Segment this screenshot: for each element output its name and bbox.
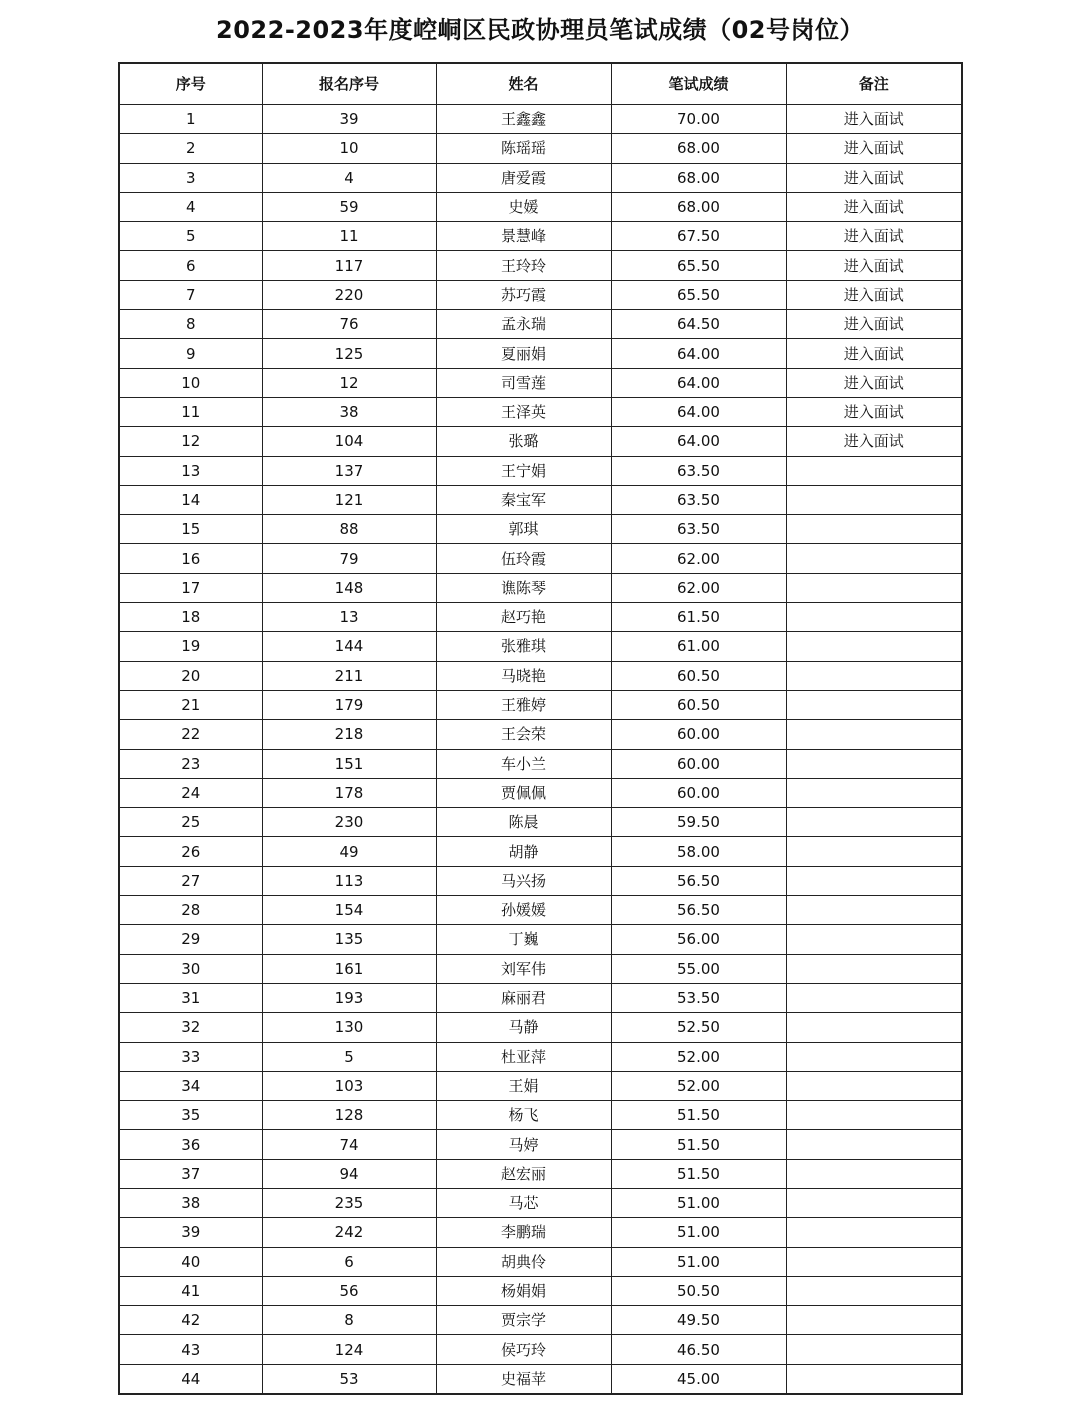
cell-name: 马婷 <box>436 1130 611 1159</box>
table-row <box>119 222 962 251</box>
cell-remarks <box>786 808 962 837</box>
table-row <box>119 720 962 749</box>
table-row <box>119 778 962 807</box>
cell-remarks <box>786 866 962 895</box>
cell-remarks: 进入面试 <box>786 105 962 134</box>
cell-registration-no: 151 <box>262 749 436 778</box>
table-row <box>119 749 962 778</box>
table-row <box>119 1130 962 1159</box>
cell-registration-no: 211 <box>262 661 436 690</box>
table-row <box>119 808 962 837</box>
table-row <box>119 1218 962 1247</box>
cell-name: 王雅婷 <box>436 690 611 719</box>
cell-seq: 39 <box>119 1218 262 1247</box>
cell-registration-no: 39 <box>262 105 436 134</box>
cell-written-score: 59.50 <box>611 808 786 837</box>
cell-written-score: 64.50 <box>611 310 786 339</box>
cell-seq: 23 <box>119 749 262 778</box>
score-table <box>118 62 963 1395</box>
cell-seq: 29 <box>119 925 262 954</box>
cell-registration-no: 6 <box>262 1247 436 1276</box>
cell-remarks <box>786 1188 962 1217</box>
table-row <box>119 896 962 925</box>
header-seq: 序号 <box>119 63 262 105</box>
cell-remarks <box>786 837 962 866</box>
cell-seq: 35 <box>119 1101 262 1130</box>
cell-seq: 30 <box>119 954 262 983</box>
cell-name: 郭琪 <box>436 515 611 544</box>
cell-registration-no: 74 <box>262 1130 436 1159</box>
cell-seq: 32 <box>119 1013 262 1042</box>
cell-seq: 36 <box>119 1130 262 1159</box>
cell-registration-no: 235 <box>262 1188 436 1217</box>
cell-seq: 10 <box>119 368 262 397</box>
cell-registration-no: 4 <box>262 163 436 192</box>
cell-seq: 37 <box>119 1159 262 1188</box>
cell-registration-no: 161 <box>262 954 436 983</box>
cell-registration-no: 49 <box>262 837 436 866</box>
cell-seq: 11 <box>119 397 262 426</box>
cell-remarks <box>786 1071 962 1100</box>
cell-registration-no: 144 <box>262 632 436 661</box>
cell-remarks <box>786 1042 962 1071</box>
cell-written-score: 68.00 <box>611 134 786 163</box>
cell-remarks: 进入面试 <box>786 192 962 221</box>
cell-name: 伍玲霞 <box>436 544 611 573</box>
cell-registration-no: 12 <box>262 368 436 397</box>
table-row <box>119 163 962 192</box>
cell-seq: 9 <box>119 339 262 368</box>
table-row <box>119 837 962 866</box>
cell-written-score: 63.50 <box>611 515 786 544</box>
table-row <box>119 310 962 339</box>
cell-registration-no: 5 <box>262 1042 436 1071</box>
cell-name: 景慧峰 <box>436 222 611 251</box>
cell-registration-no: 56 <box>262 1276 436 1305</box>
cell-remarks: 进入面试 <box>786 134 962 163</box>
cell-seq: 26 <box>119 837 262 866</box>
cell-registration-no: 103 <box>262 1071 436 1100</box>
cell-seq: 4 <box>119 192 262 221</box>
cell-registration-no: 8 <box>262 1306 436 1335</box>
cell-name: 侯巧玲 <box>436 1335 611 1364</box>
table-row <box>119 1276 962 1305</box>
cell-written-score: 56.00 <box>611 925 786 954</box>
cell-remarks: 进入面试 <box>786 339 962 368</box>
cell-seq: 43 <box>119 1335 262 1364</box>
cell-seq: 2 <box>119 134 262 163</box>
cell-written-score: 55.00 <box>611 954 786 983</box>
cell-name: 刘军伟 <box>436 954 611 983</box>
cell-written-score: 65.50 <box>611 280 786 309</box>
cell-name: 丁巍 <box>436 925 611 954</box>
cell-remarks <box>786 1364 962 1394</box>
cell-seq: 8 <box>119 310 262 339</box>
cell-seq: 24 <box>119 778 262 807</box>
cell-seq: 13 <box>119 456 262 485</box>
cell-written-score: 51.00 <box>611 1218 786 1247</box>
cell-remarks <box>786 690 962 719</box>
cell-remarks <box>786 485 962 514</box>
cell-seq: 34 <box>119 1071 262 1100</box>
table-row <box>119 983 962 1012</box>
table-row <box>119 427 962 456</box>
cell-seq: 41 <box>119 1276 262 1305</box>
cell-registration-no: 124 <box>262 1335 436 1364</box>
cell-seq: 31 <box>119 983 262 1012</box>
cell-name: 赵巧艳 <box>436 603 611 632</box>
cell-name: 王泽英 <box>436 397 611 426</box>
cell-registration-no: 79 <box>262 544 436 573</box>
cell-registration-no: 179 <box>262 690 436 719</box>
table-row <box>119 1188 962 1217</box>
cell-registration-no: 242 <box>262 1218 436 1247</box>
cell-written-score: 64.00 <box>611 427 786 456</box>
cell-written-score: 51.50 <box>611 1159 786 1188</box>
cell-name: 史福苹 <box>436 1364 611 1394</box>
cell-remarks: 进入面试 <box>786 163 962 192</box>
header-registration-no: 报名序号 <box>262 63 436 105</box>
cell-name: 孟永瑞 <box>436 310 611 339</box>
cell-written-score: 70.00 <box>611 105 786 134</box>
cell-written-score: 45.00 <box>611 1364 786 1394</box>
cell-written-score: 52.00 <box>611 1071 786 1100</box>
table-row <box>119 1335 962 1364</box>
table-body <box>119 105 962 1395</box>
cell-remarks: 进入面试 <box>786 280 962 309</box>
cell-remarks <box>786 1013 962 1042</box>
cell-remarks <box>786 954 962 983</box>
cell-registration-no: 76 <box>262 310 436 339</box>
cell-registration-no: 125 <box>262 339 436 368</box>
cell-written-score: 53.50 <box>611 983 786 1012</box>
cell-registration-no: 135 <box>262 925 436 954</box>
cell-name: 陈瑶瑶 <box>436 134 611 163</box>
cell-written-score: 56.50 <box>611 896 786 925</box>
cell-seq: 22 <box>119 720 262 749</box>
cell-remarks: 进入面试 <box>786 310 962 339</box>
table-row <box>119 368 962 397</box>
cell-name: 胡静 <box>436 837 611 866</box>
cell-written-score: 67.50 <box>611 222 786 251</box>
cell-written-score: 65.50 <box>611 251 786 280</box>
cell-registration-no: 38 <box>262 397 436 426</box>
cell-name: 夏丽娟 <box>436 339 611 368</box>
cell-seq: 38 <box>119 1188 262 1217</box>
table-row <box>119 1364 962 1394</box>
cell-seq: 20 <box>119 661 262 690</box>
cell-seq: 44 <box>119 1364 262 1394</box>
table-row <box>119 251 962 280</box>
cell-registration-no: 117 <box>262 251 436 280</box>
cell-remarks <box>786 1276 962 1305</box>
table-row <box>119 1013 962 1042</box>
cell-remarks <box>786 632 962 661</box>
cell-name: 马静 <box>436 1013 611 1042</box>
cell-seq: 7 <box>119 280 262 309</box>
table-row <box>119 1101 962 1130</box>
cell-written-score: 51.50 <box>611 1101 786 1130</box>
cell-name: 王鑫鑫 <box>436 105 611 134</box>
header-remarks: 备注 <box>786 63 962 105</box>
cell-seq: 18 <box>119 603 262 632</box>
cell-written-score: 50.50 <box>611 1276 786 1305</box>
cell-written-score: 61.50 <box>611 603 786 632</box>
cell-registration-no: 137 <box>262 456 436 485</box>
cell-seq: 21 <box>119 690 262 719</box>
cell-remarks <box>786 1218 962 1247</box>
table-row <box>119 456 962 485</box>
cell-seq: 16 <box>119 544 262 573</box>
cell-registration-no: 154 <box>262 896 436 925</box>
cell-registration-no: 218 <box>262 720 436 749</box>
cell-written-score: 46.50 <box>611 1335 786 1364</box>
cell-written-score: 62.00 <box>611 544 786 573</box>
cell-written-score: 52.50 <box>611 1013 786 1042</box>
cell-name: 赵宏丽 <box>436 1159 611 1188</box>
cell-seq: 25 <box>119 808 262 837</box>
table-row <box>119 1042 962 1071</box>
document-title: 2022-2023年度崆峒区民政协理员笔试成绩（02号岗位） <box>216 16 864 44</box>
table-row <box>119 603 962 632</box>
cell-name: 贾宗学 <box>436 1306 611 1335</box>
cell-written-score: 60.50 <box>611 661 786 690</box>
cell-written-score: 51.00 <box>611 1188 786 1217</box>
cell-registration-no: 53 <box>262 1364 436 1394</box>
cell-seq: 15 <box>119 515 262 544</box>
cell-name: 张雅琪 <box>436 632 611 661</box>
cell-name: 马兴扬 <box>436 866 611 895</box>
cell-registration-no: 193 <box>262 983 436 1012</box>
cell-written-score: 56.50 <box>611 866 786 895</box>
table-row <box>119 954 962 983</box>
cell-written-score: 60.00 <box>611 720 786 749</box>
cell-seq: 6 <box>119 251 262 280</box>
cell-name: 麻丽君 <box>436 983 611 1012</box>
cell-name: 王玲玲 <box>436 251 611 280</box>
table-row <box>119 1247 962 1276</box>
cell-name: 杨飞 <box>436 1101 611 1130</box>
table-row <box>119 866 962 895</box>
cell-seq: 27 <box>119 866 262 895</box>
cell-name: 秦宝军 <box>436 485 611 514</box>
cell-seq: 40 <box>119 1247 262 1276</box>
cell-remarks: 进入面试 <box>786 251 962 280</box>
cell-registration-no: 113 <box>262 866 436 895</box>
cell-seq: 28 <box>119 896 262 925</box>
cell-remarks: 进入面试 <box>786 222 962 251</box>
cell-written-score: 51.00 <box>611 1247 786 1276</box>
cell-name: 马芯 <box>436 1188 611 1217</box>
cell-registration-no: 88 <box>262 515 436 544</box>
cell-name: 杨娟娟 <box>436 1276 611 1305</box>
cell-remarks <box>786 1247 962 1276</box>
cell-seq: 5 <box>119 222 262 251</box>
cell-remarks <box>786 720 962 749</box>
cell-registration-no: 230 <box>262 808 436 837</box>
cell-seq: 42 <box>119 1306 262 1335</box>
cell-name: 谯陈琴 <box>436 573 611 602</box>
cell-name: 贾佩佩 <box>436 778 611 807</box>
cell-registration-no: 59 <box>262 192 436 221</box>
table-row <box>119 485 962 514</box>
cell-name: 唐爱霞 <box>436 163 611 192</box>
cell-name: 史媛 <box>436 192 611 221</box>
table-row <box>119 690 962 719</box>
cell-seq: 14 <box>119 485 262 514</box>
cell-remarks <box>786 515 962 544</box>
cell-written-score: 64.00 <box>611 368 786 397</box>
table-row <box>119 632 962 661</box>
cell-remarks <box>786 1159 962 1188</box>
cell-name: 车小兰 <box>436 749 611 778</box>
cell-written-score: 60.50 <box>611 690 786 719</box>
cell-seq: 12 <box>119 427 262 456</box>
cell-remarks <box>786 925 962 954</box>
cell-written-score: 61.00 <box>611 632 786 661</box>
cell-written-score: 60.00 <box>611 778 786 807</box>
cell-written-score: 52.00 <box>611 1042 786 1071</box>
table-row <box>119 544 962 573</box>
cell-registration-no: 220 <box>262 280 436 309</box>
cell-registration-no: 104 <box>262 427 436 456</box>
cell-seq: 19 <box>119 632 262 661</box>
cell-registration-no: 130 <box>262 1013 436 1042</box>
cell-written-score: 64.00 <box>611 339 786 368</box>
cell-seq: 17 <box>119 573 262 602</box>
cell-name: 张璐 <box>436 427 611 456</box>
cell-name: 李鹏瑞 <box>436 1218 611 1247</box>
cell-written-score: 51.50 <box>611 1130 786 1159</box>
cell-registration-no: 128 <box>262 1101 436 1130</box>
cell-written-score: 64.00 <box>611 397 786 426</box>
cell-name: 王娟 <box>436 1071 611 1100</box>
cell-written-score: 49.50 <box>611 1306 786 1335</box>
cell-remarks <box>786 1130 962 1159</box>
table-row <box>119 573 962 602</box>
cell-written-score: 68.00 <box>611 192 786 221</box>
cell-name: 王宁娟 <box>436 456 611 485</box>
cell-remarks <box>786 896 962 925</box>
table-row <box>119 925 962 954</box>
cell-name: 王会荣 <box>436 720 611 749</box>
cell-remarks: 进入面试 <box>786 427 962 456</box>
cell-seq: 33 <box>119 1042 262 1071</box>
table-row <box>119 105 962 134</box>
cell-registration-no: 11 <box>262 222 436 251</box>
cell-remarks <box>786 573 962 602</box>
cell-remarks <box>786 778 962 807</box>
table-row <box>119 1159 962 1188</box>
cell-registration-no: 13 <box>262 603 436 632</box>
cell-written-score: 60.00 <box>611 749 786 778</box>
table-header-row <box>119 63 962 105</box>
cell-registration-no: 121 <box>262 485 436 514</box>
cell-registration-no: 94 <box>262 1159 436 1188</box>
cell-remarks <box>786 544 962 573</box>
cell-remarks <box>786 1335 962 1364</box>
header-written-score: 笔试成绩 <box>611 63 786 105</box>
table-row <box>119 192 962 221</box>
cell-written-score: 62.00 <box>611 573 786 602</box>
cell-remarks <box>786 603 962 632</box>
cell-remarks <box>786 983 962 1012</box>
cell-name: 陈晨 <box>436 808 611 837</box>
cell-written-score: 63.50 <box>611 485 786 514</box>
header-name: 姓名 <box>436 63 611 105</box>
cell-written-score: 58.00 <box>611 837 786 866</box>
cell-written-score: 68.00 <box>611 163 786 192</box>
table-row <box>119 661 962 690</box>
cell-name: 苏巧霞 <box>436 280 611 309</box>
table-row <box>119 515 962 544</box>
cell-remarks: 进入面试 <box>786 368 962 397</box>
cell-registration-no: 10 <box>262 134 436 163</box>
table-row <box>119 134 962 163</box>
cell-registration-no: 148 <box>262 573 436 602</box>
cell-remarks <box>786 1101 962 1130</box>
table-row <box>119 339 962 368</box>
cell-name: 胡典伶 <box>436 1247 611 1276</box>
table-row <box>119 280 962 309</box>
cell-seq: 3 <box>119 163 262 192</box>
table-row <box>119 1071 962 1100</box>
cell-written-score: 63.50 <box>611 456 786 485</box>
cell-registration-no: 178 <box>262 778 436 807</box>
table-row <box>119 397 962 426</box>
cell-remarks <box>786 1306 962 1335</box>
cell-remarks <box>786 661 962 690</box>
cell-remarks <box>786 749 962 778</box>
cell-name: 杜亚萍 <box>436 1042 611 1071</box>
cell-name: 马晓艳 <box>436 661 611 690</box>
table-row <box>119 1306 962 1335</box>
cell-name: 孙媛媛 <box>436 896 611 925</box>
cell-remarks <box>786 456 962 485</box>
cell-remarks: 进入面试 <box>786 397 962 426</box>
cell-name: 司雪莲 <box>436 368 611 397</box>
cell-seq: 1 <box>119 105 262 134</box>
